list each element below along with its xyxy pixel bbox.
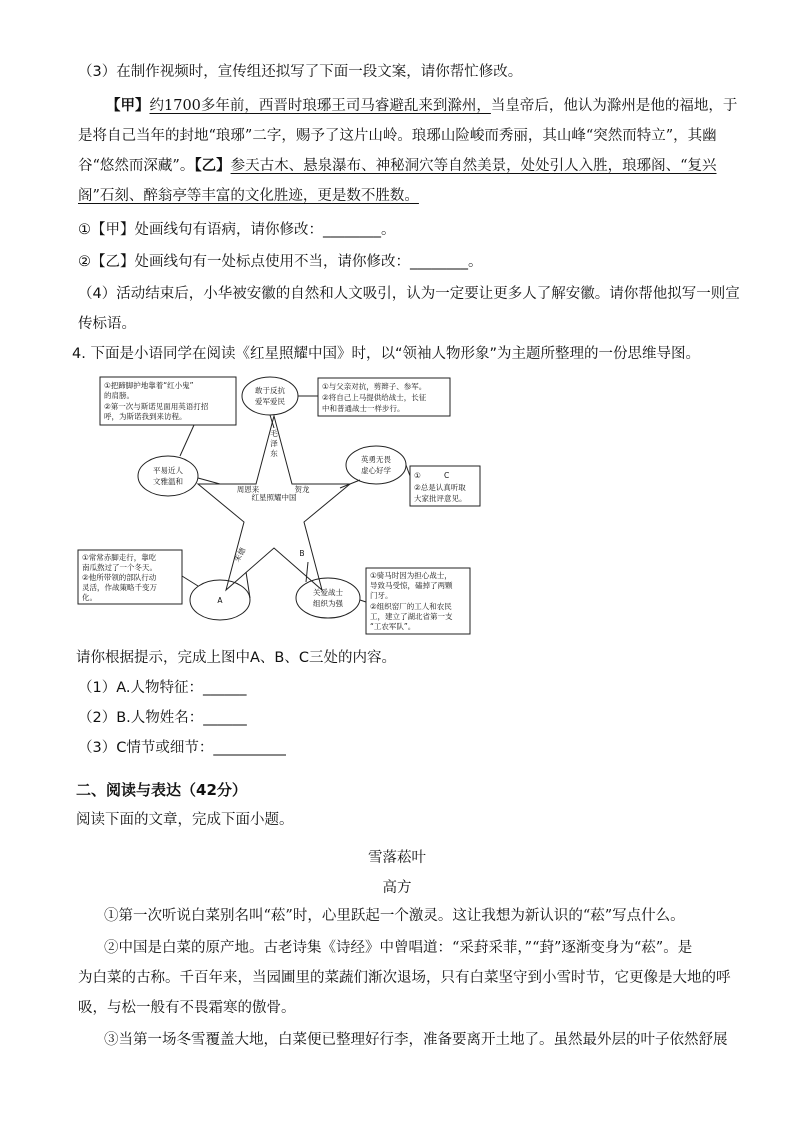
question-4-line-1: （4）活动结束后，小华被安徽的自然和人文吸引，认为一定要让更多人了解安徽。请你帮他拟写一则宣: [78, 286, 740, 302]
box-tl-line-2: 的肩膀。: [104, 391, 134, 400]
star-right-arm-label: 贺龙: [294, 485, 310, 494]
box-bl-line-4: 灵活，作战策略千变万: [82, 583, 157, 592]
box-r-line-2: ②总是认真听取: [414, 483, 466, 492]
yi-marker: 【乙】: [194, 157, 231, 174]
passage-line-2: 是将自己当年的封地“琅琊”二字，赐予了这片山岭。琅琊山险峻而秀丽，其山峰“突然而特立”，其幽: [78, 128, 717, 144]
oval-pingyi-line-2: 文雅温和: [153, 477, 183, 486]
passage-line-1-rest: 当皇帝后，他认为滁州是他的福地，于: [490, 98, 738, 114]
oval-brave: [346, 446, 406, 484]
star-lower-right-label: B: [299, 549, 305, 558]
box-r-line-3: 大家批评意见。: [414, 494, 467, 503]
box-tl-line-1: ①把蹄脚护地靠着“红小鬼”: [104, 381, 194, 390]
box-bl-line-2: 南瓜熬过了一个冬天。: [82, 563, 157, 572]
box-bl-line-5: 化。: [82, 593, 97, 602]
oval-courage-line-2: 爱军爱民: [255, 397, 285, 406]
mind-map-prompt: 请你根据提示，完成上图中A、B、C三处的内容。: [76, 650, 396, 666]
box-r-marker: ①: [414, 471, 421, 480]
box-br-line-6: “工农军队”。: [370, 622, 416, 631]
question-3-2: ②【乙】处画线句有一处标点使用不当，请你修改：________。: [78, 254, 483, 270]
oval-care: [296, 578, 360, 618]
paragraph-2-line-2: 为白菜的古称。千百年来，当园圃里的菜蔬们渐次退场，只有白菜坚守到小雪时节，它更像是大地的呼: [78, 970, 731, 986]
paragraph-3: ③当第一场冬雪覆盖大地，白菜便已整理好行李，准备要离开土地了。虽然最外层的叶子依然舒展: [104, 1032, 728, 1048]
box-tr-line-3: 中和普通战士一样步行。: [322, 404, 405, 413]
question-4-line-2: 传标语。: [78, 316, 136, 332]
question-3-intro: （3）在制作视频时，宣传组还拟写了下面一段文案，请你帮忙修改。: [78, 64, 523, 80]
box-tr-line-2: ②将自己上马提供给战士，长征: [322, 393, 427, 402]
section-2-heading: 二、阅读与表达（42分）: [76, 781, 247, 799]
passage-line-1: [106, 96, 737, 116]
box-tr-line-1: ①与父亲对抗，剪辫子、参军。: [322, 382, 427, 391]
item-4-intro: 4. 下面是小语同学在阅读《红星照耀中国》时，以“领袖人物形象”为主题所整理的一份思维导图。: [72, 346, 700, 362]
question-3-1: ①【甲】处画线句有语病，请你修改：________。: [78, 222, 396, 238]
oval-courage: [242, 377, 298, 415]
oval-brave-line-1: 英勇无畏: [361, 455, 391, 464]
box-br-line-5: 工，建立了湖北省第一支: [370, 612, 453, 621]
paragraph-2-line-3: 吸，与松一般有不畏霜寒的傲骨。: [78, 1000, 296, 1016]
box-tl-line-3: ②第一次与斯诺见面用英语打招: [104, 402, 209, 411]
article-author: 高方: [382, 880, 412, 896]
star-top-char: 东: [270, 449, 278, 458]
answer-a: （1）A.人物特征：______: [78, 680, 247, 696]
answer-c: （3）C情节或细节：__________: [78, 740, 286, 756]
oval-care-line-1: 关爱战士: [313, 588, 343, 597]
star-left-arm-label: 周恩来: [236, 485, 260, 494]
star-top-char: 毛: [270, 429, 278, 438]
jia-marker: 【甲】: [106, 97, 150, 114]
oval-pingyi-line-1: 平易近人: [153, 466, 183, 475]
box-bl-line-1: ①常常赤脚走行，靠吃: [82, 553, 157, 562]
paragraph-1: ①第一次听说白菜别名叫“菘”时，心里跃起一个激灵。这让我想为新认识的“菘”写点什么。: [104, 908, 685, 924]
passage-line-3: [78, 156, 717, 176]
box-tl-line-4: 呼，为斯诺我到来访程。: [104, 412, 187, 421]
jia-underlined-sentence: 约1700多年前，西晋时琅琊王司马睿避乱来到滁州，: [149, 98, 491, 114]
oval-care-line-2: 组织为强: [313, 599, 343, 608]
reading-intro: 阅读下面的文章，完成下面小题。: [76, 812, 294, 828]
article-title: 雪落菘叶: [368, 850, 426, 866]
mind-map: [70, 372, 490, 640]
oval-courage-line-1: 敢于反抗: [255, 386, 285, 395]
star-top-label: [270, 429, 278, 458]
paragraph-2-line-1: ②中国是白菜的原产地。古老诗集《诗经》中曾唱道：“采葑采菲，”“葑”逐渐变身为“菘”。是: [104, 940, 693, 956]
answer-b: （2）B.人物姓名：______: [78, 710, 247, 726]
oval-brave-line-2: 虚心好学: [361, 466, 391, 475]
box-br-line-4: ②组织窑厂的工人和农民: [370, 602, 452, 611]
box-bl-line-3: ②他所带领的部队行动: [82, 573, 157, 582]
box-r-c: C: [444, 471, 450, 480]
star-center-label: 红星照耀中国: [251, 493, 297, 502]
box-br-line-1: ①骑马时因为担心战士，: [370, 571, 452, 580]
oval-pingyi: [138, 456, 198, 496]
yi-underlined-sentence: 参天古木、悬泉瀑布、神秘洞穴等自然美景，处处引人入胜，琅琊阁、“复兴: [230, 158, 717, 174]
box-br-line-3: 门牙。: [370, 591, 393, 600]
star-top-char: 泽: [270, 439, 278, 448]
passage-line-4: 阁”石刻、醉翁亭等丰富的文化胜迹，更是数不胜数。: [78, 188, 419, 204]
box-br-line-2: 导致马受惊，磕掉了两颗: [370, 581, 453, 590]
star-lower-left-label: 朱德: [232, 546, 248, 564]
oval-a-label: A: [217, 596, 223, 605]
passage-line-3-start: 谷“悠然而深藏”。: [78, 158, 195, 174]
star-top-vertical-label: [270, 429, 278, 458]
